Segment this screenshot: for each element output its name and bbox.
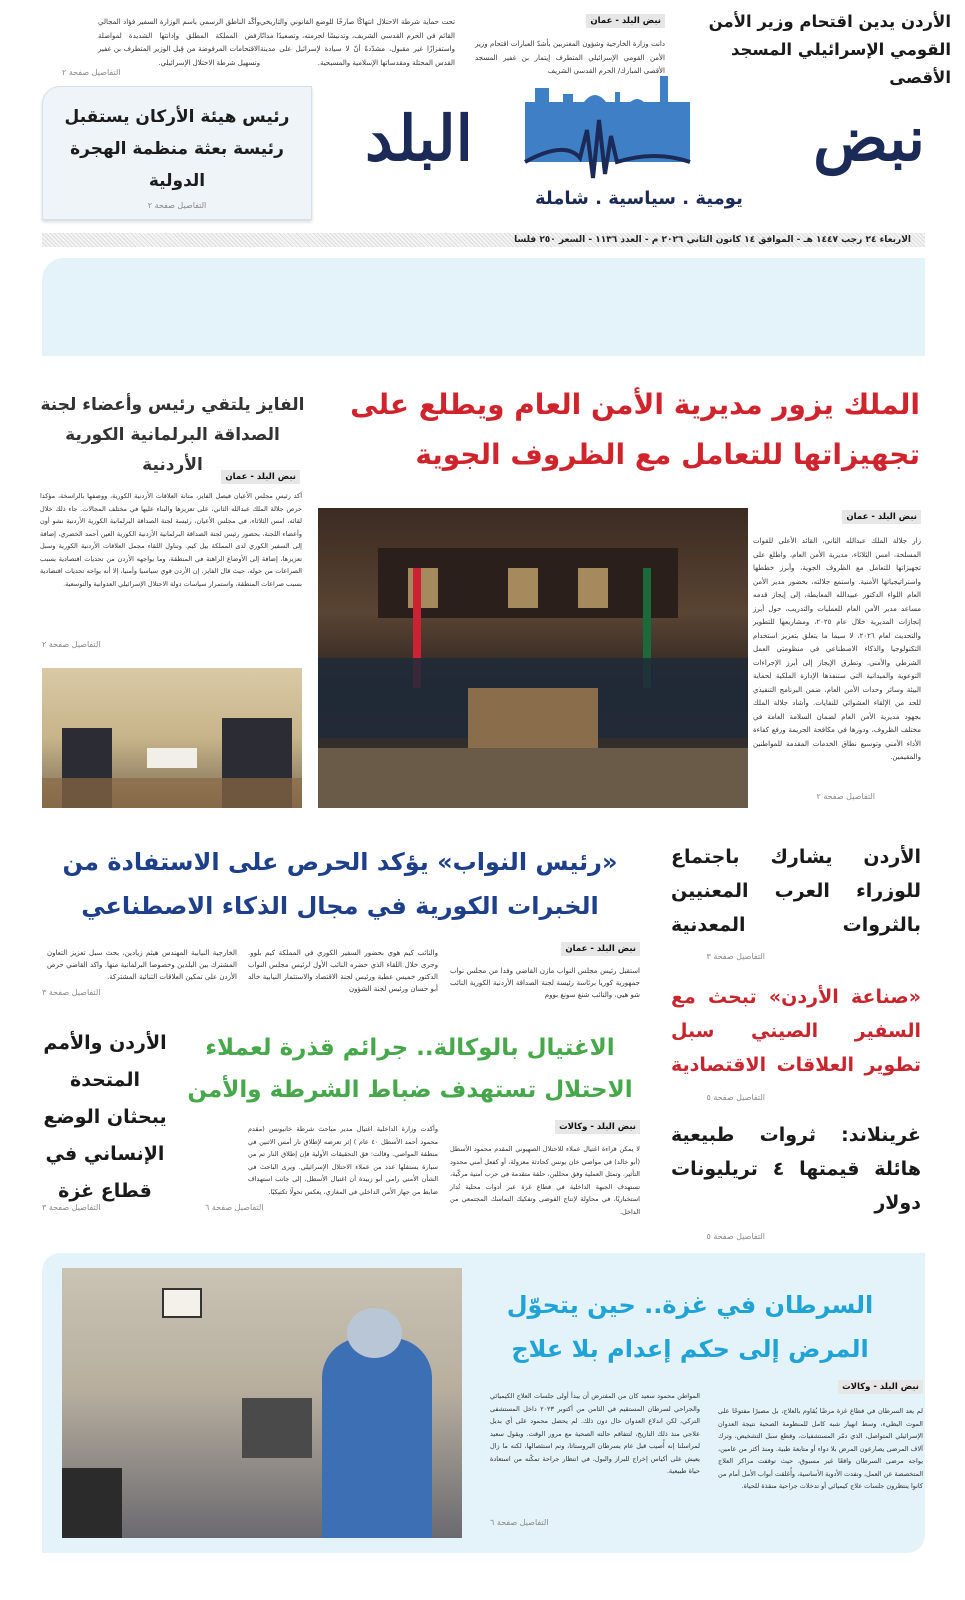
banner-story [42,258,925,356]
parliament-headline[interactable]: «رئيس النواب» يؤكد الحرص على الاستفادة من الخبرات الكورية في مجال الذكاء الاصطناعي [62,848,618,920]
main-dateline: نبض البلد - عمان [842,510,921,524]
cancer-dateline: نبض البلد - وكالات [838,1380,923,1394]
logo-tagline: يومية . سياسية . شاملة [535,188,743,209]
main-more-link[interactable]: التفاصيل صفحة ٢ [816,792,875,801]
logo-name-part1: نبض [813,102,925,175]
assassination-col-1: لا يمكن قراءة اغتيال عملاء للاحتلال الصهيوني المقدم محمود الأسطل (أبو خالد) في مواصي خان يونس كحادثة معزولة، أو كفعل أمني محدود التأثير. وتمثل العملية وفق محللين، حلقة متقدمة في حرب أمنية مركّبة، تستهدف الجبهة الداخلية في قطاع غزة عبر أدوات محلية تُدار استخباريًا، في محاولة لإنتاج الفوضى وتفكيك التماسك المجتمعي من الداخل. [450,1145,640,1216]
assassination-more-link[interactable]: التفاصيل صفحة ٦ [205,1203,264,1212]
greenland-more-link[interactable]: التفاصيل صفحة ٥ [706,1232,765,1241]
fayez-body: أكد رئيس مجلس الأعيان فيصل الفايز، متانة العلاقات الأردنية الكورية، ووصفها بالراسخة، مؤكدا حرص جلالة الملك عبدالله الثاني، على تعزيزها والبناء عليها في مختلف المجالات. جاء ذلك خلال لقائه، امس الثلاثاء، في مجلس الأعيان، رئيسة لجنة الصداقة البرلمانية الكورية الأردنية نشو أون وأعضاء اللجنة، بحضور رئيس لجنة الصداقة البرلمانية الأردنية الكورية العين أحمد الخضري، إضافة إلى السفير الكوري لدى المملكة بيل كيم. وتناول اللقاء مجمل العلاقات الأردنية الكورية وسبل تعزيزها، إضافة إلى الأوضاع الراهنة في المنطقة، وما يواجهه الأردن من تحديات اقتصادية بسبب الصراعات من حوله، حيث قال الفايز، إن الأردن قوي سياسيا وأمنيا، إلا أنه يواجه تحديات اقتصادية بسبب صراعات المنطقة، واستمرار سياسات دولة الاحتلال الإسرائيلي العدوانية والتوسعية. [40,492,302,588]
banner-col-2: تحت حماية شرطة الاحتلال انتهاكًا صارخًا للوضع القانوني والتاريخي القائم في الحرم القدسي الشريف، وتدنيسًا لحرمته، وتصعيدًا مدانًا واستفزازًا غير مقبول، مشدّدةً أنّ لا سيادة لإسرائيل على مدينة القدس المحتلة ومقدساتها الإسلامية والمسيحية. [260,18,455,67]
fayez-headline[interactable]: الفايز يلتقي رئيس وأعضاء لجنة الصداقة البرلمانية الكورية الأردنية [40,395,305,475]
top-box-more-link[interactable]: التفاصيل صفحة ٢ [147,201,207,210]
top-box-headline[interactable]: رئيس هيئة الأركان يستقبل رئيسة بعثة منظمة الهجرة الدولية [64,107,290,191]
greenland-headline[interactable]: غرينلاند: ثروات طبيعية هائلة قيمتها ٤ تريليونات دولار [671,1124,921,1214]
industry-headline[interactable]: «صناعة الأردن» تبحث مع السفير الصيني سبل تطوير العلاقات الاقتصادية [671,986,921,1076]
cancer-more-link[interactable]: التفاصيل صفحة ٦ [490,1518,549,1527]
fayez-more-link[interactable]: التفاصيل صفحة ٢ [42,640,101,649]
un-more-link[interactable]: التفاصيل صفحة ٣ [42,1203,101,1212]
cancer-headline[interactable]: السرطان في غزة.. حين يتحوّل المرض إلى حكم إعدام بلا علاج [506,1291,874,1363]
top-box-story[interactable] [42,86,312,220]
parliament-dateline: نبض البلد - عمان [561,942,640,956]
cancer-col-2: المواطن محمود سعيد كان من المفترض أن يبدأ أولى جلسات العلاج الكيميائي والجراحي لسرطان المستقيم في الثامن من أكتوبر ٢٠٢٣ داخل المستشفى التركي، لكن اندلاع العدوان حال دون ذلك. لم يحصل محمود على أي بديل علاجي منذ ذلك التاريخ، لتتفاقم حالته الصحية مع مرور الوقت. ويقول سعيد لمراسلنا إنه أُصيب قبل عام بسرطان البروستاتا، وتم استئصالها، لكنه ما زال يعيش على أكياس إخراج للبراز والبول، في انتظار جراحة تمكّنه من استعادة حياة طبيعية. [490,1392,700,1475]
fayez-story-photo [42,668,302,808]
banner-col-1: دانت وزارة الخارجية وشؤون المغتربين بأشدّ العبارات اقتحام وزير الأمن القومي الإسرائيلي المتطرف إيتمار بن غفير المسجد الأقصى المبارك/ الحرم القدسي الشريف [475,40,665,75]
banner-more-link[interactable]: التفاصيل صفحة ٢ [62,68,121,77]
industry-more-link[interactable]: التفاصيل صفحة ٥ [706,1093,765,1102]
main-body: زار جلالة الملك عبدالله الثاني، القائد الأعلى للقوات المسلحة، امس الثلاثاء، مديرية الأمن العام، واطلع على تجهيزاتها للتعامل مع الظروف الجوية، وأبرز خططها واستراتيجياتها الأمنية. واستمع جلالته، بحضور مدير الأمن العام اللواء الدكتور عبيدالله المعايطة، إلى إيجاز قدمه مساعد مدير الأمن العام للعمليات والتدريب، حول أبرز إنجازات المديرية خلال عام ٢٠٢٥، ومشاريعها للتطوير والتحديث لعام ٢٠٢٦، لا سيما ما يتعلق بتعزيز استخدام التكنولوجيا والذكاء الاصطناعي في منظومتي العمل الشرطي والأمني. وتطرق الإيجاز إلى أبرز الإجراءات التوعوية والميدانية التي ستنفذها الإدارة الملكية لحماية البيئة وسائر وحدات الأمن العام، ضمن البرنامج التنفيذي للحد من الإلقاء العشوائي للنفايات. وأشاد جلالة الملك بجهود مديرية الأمن العام لضمان السلامة العامة في مختلف الظروف، ودورها في مكافحة الجريمة ورفع كفاءة الأداء الأمني وتوسيع نطاق الخدمات المقدمة للمواطنين والمقيمين. [753,537,921,761]
banner-headline[interactable]: الأردن يدين اقتحام وزير الأمن القومي الإسرائيلي المسجد الأقصى [708,12,951,87]
cancer-story-photo [62,1268,462,1538]
newspaper-logo [365,70,925,230]
cancer-col-1: لم يعد السرطان في قطاع غزة مرضًا يُقاوم بالعلاج، بل مصيرًا مفتوحًا على الموت البطيء، وسط انهيار شبه كامل للمنظومة الصحية نتيجة العدوان الإسرائيلي المتواصل، الذي دمّر المستشفيات، وقطع سبل التشخيص، وترك آلاف المرضى يصارعون المرض بلا دواء أو متابعة طبية. ومنذ أكثر من عامين، يواجه مرضى السرطان واقعًا غير مسبوق، حيث توقفت مراكز العلاج المتخصصة عن العمل، ونفدت الأدوية الأساسية، وأُغلقت أبواب الأمل أمام من كانوا ينتظرون جلسات علاج كيميائي أو تدخلات جراحية منقذة للحياة. [718,1407,923,1490]
fayez-dateline: نبض البلد - عمان [221,470,300,484]
parliament-col-3: الخارجية النيابية المهندس هيثم زيادين، بحث سبل تعزيز التعاون المشترك بين البلدين وخصوصا البرلمانية منها. واكد القاضي حرص الأردن على تمكين العلاقات الثنائية المشتركة. [47,949,237,981]
minerals-more-link[interactable]: التفاصيل صفحة ٣ [706,952,765,961]
minerals-headline[interactable]: الأردن يشارك باجتماع للوزراء العرب المعنيين بالثروات المعدنية [671,846,921,936]
issue-date-text: الاربعاء ٢٤ رجب ١٤٤٧ هـ - الموافق ١٤ كانون الثاني ٢٠٢٦ م - العدد ١١٣٦ - السعر ٢٥٠ فلسا [514,235,911,245]
assassination-col-2: وأكدت وزارة الداخلية اغتيال مدير مباحث شرطة خانيونس (مقدم محمود أحمد الأسطل ٤٠ عام ) إثر تعرضه لإطلاق نار أمس الاثنين في منطقة المواصي. وقالت: فق التحقيقات الأولية فإن إطلاق النار تم من سيارة يستقلها عدد من عملاء الاحتلال الإسرائيلي. ويرى الباحث في الشأن الأمني رامي أبو زبيدة أن اغتيال الأسطل، إلى جانب استهداف ضابط من جهاز الأمن الداخلي في المغازي، يعكس تحولًا تكتيكيًا. [248,1125,439,1196]
main-headline[interactable]: الملك يزور مديرية الأمن العام ويطلع على تجهيزاتها للتعامل مع الظروف الجوية [350,388,920,471]
parliament-col-1: استقبل رئيس مجلس النواب مازن القاضي وفدا من مجلس نواب جمهورية كوريا برئاسة رئيسة لجنة الصداقة الأردنية الكورية النائب شو هيي، والنائب شنغ سونغ بووم [450,967,640,999]
logo-name-part2: البلد [365,102,473,175]
issue-date-band [42,233,925,247]
parliament-more-link[interactable]: التفاصيل صفحة ٣ [42,988,101,997]
parliament-col-2: والنائب كيم هوي بحضور السفير الكوري في المملكة كيم بلوو. وجرى خلال اللقاء الذي حضره النائب الأول لرئيس مجلس النواب الدكتور خميس عطية ورئيس لجنة الاقتصاد والاستثمار النيابية خالد أبو حسان ورئيس لجنة الشؤون [248,949,438,993]
banner-col-3: وأكّد الناطق الرسمي باسم الوزارة السفير فؤاد المجالي رفض المملكة المطلق وإدانتها الشديدة لمواصلة الاقتحامات المرفوضة من قِبل الوزير المتطرف بن غفير وتسهيل شرطة الاحتلال الإسرائيلي. [98,18,260,67]
assassination-dateline: نبض البلد - وكالات [555,1120,640,1134]
main-story-photo [318,508,748,808]
un-headline[interactable]: الأردن والأمم المتحدة يبحثان الوضع الإنساني في قطاع غزة [43,1032,167,1202]
banner-dateline: نبض البلد - عمان [586,14,665,28]
assassination-headline[interactable]: الاغتيال بالوكالة.. جرائم قذرة لعملاء الاحتلال تستهدف ضباط الشرطة والأمن [187,1035,633,1103]
